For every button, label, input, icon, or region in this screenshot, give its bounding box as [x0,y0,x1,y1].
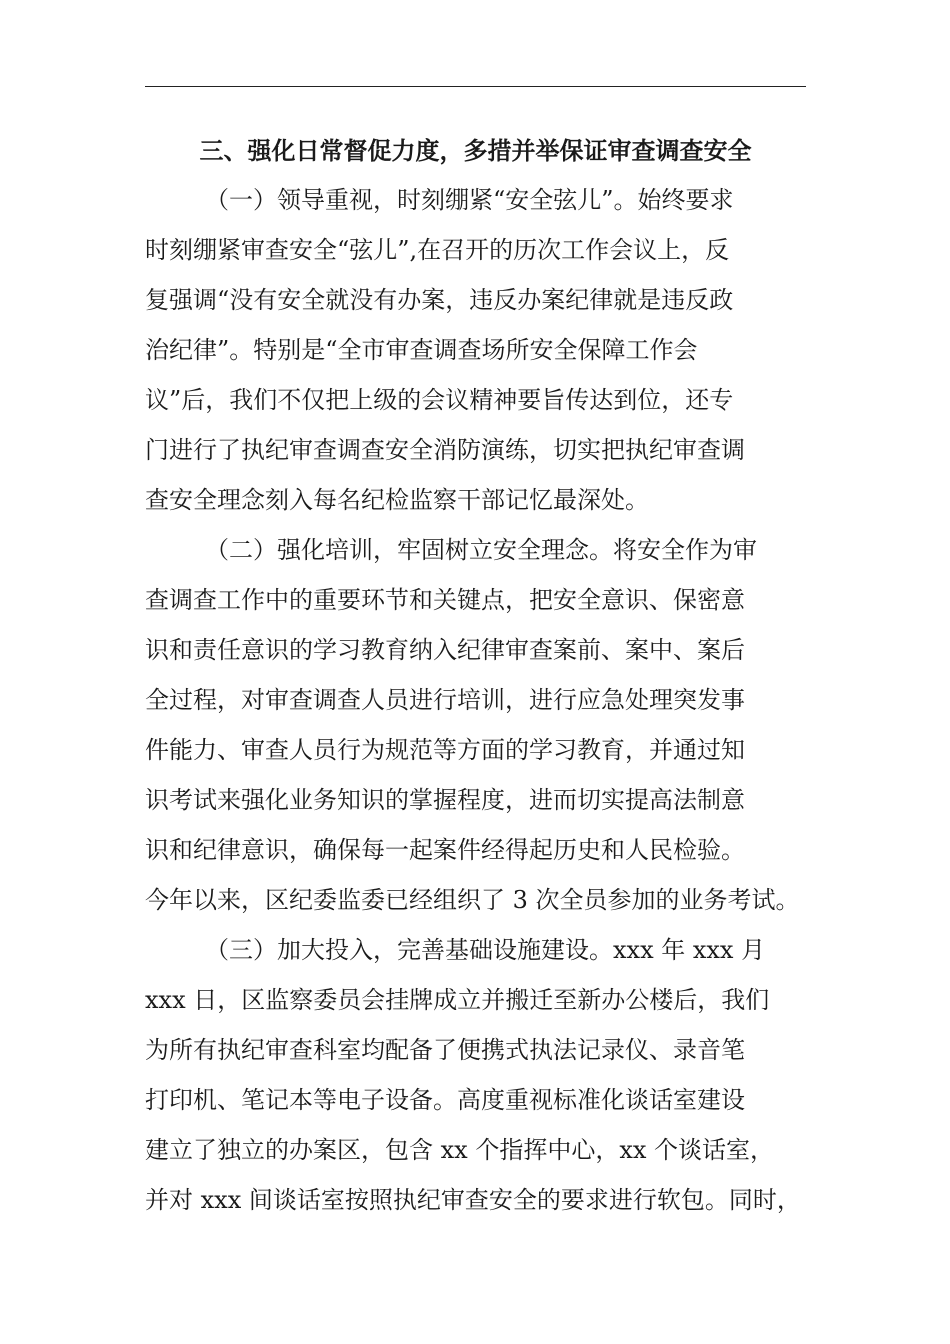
paragraph-2-line-1: （二）强化培训，牢固树立安全理念。将安全作为审 [205,536,757,564]
paragraph-1-line-7: 查安全理念刻入每名纪检监察干部记忆最深处。 [145,486,649,514]
header-rule [145,86,806,87]
paragraph-2-line-3: 识和责任意识的学习教育纳入纪律审查案前、案中、案后 [145,636,745,664]
paragraph-3-line-6: 并对 xxx 间谈话室按照执纪审查安全的要求进行软包。同时， [145,1186,801,1214]
paragraph-2-line-8: 今年以来，区纪委监委已经组织了 3 次全员参加的业务考试。 [145,886,800,914]
paragraph-2-line-5: 件能力、审查人员行为规范等方面的学习教育，并通过知 [145,736,745,764]
paragraph-3-line-1: （三）加大投入，完善基础设施建设。xxx 年 xxx 月 [205,936,766,964]
paragraph-3-line-3: 为所有执纪审查科室均配备了便携式执法记录仪、录音笔 [145,1036,745,1064]
paragraph-1-line-5: 议”后，我们不仅把上级的会议精神要旨传达到位，还专 [145,386,734,414]
paragraph-3-line-5: 建立了独立的办案区，包含 xx 个指挥中心，xx 个谈话室， [145,1136,775,1164]
paragraph-2-line-7: 识和纪律意识，确保每一起案件经得起历史和人民检验。 [145,836,745,864]
paragraph-2-line-2: 查调查工作中的重要环节和关键点，把安全意识、保密意 [145,586,745,614]
paragraph-3-line-2: xxx 日，区监察委员会挂牌成立并搬迁至新办公楼后，我们 [145,986,770,1014]
paragraph-1-line-6: 门进行了执纪审查调查安全消防演练，切实把执纪审查调 [145,436,745,464]
section-heading: 三、强化日常督促力度，多措并举保证审查调查安全 [199,136,752,165]
paragraph-2-line-6: 识考试来强化业务知识的掌握程度，进而切实提高法制意 [145,786,745,814]
paragraph-1-line-1: （一）领导重视，时刻绷紧“安全弦儿”。始终要求 [205,186,734,214]
paragraph-1-line-2: 时刻绷紧审查安全“弦儿”,在召开的历次工作会议上，反 [145,236,730,264]
paragraph-3-line-4: 打印机、笔记本等电子设备。高度重视标准化谈话室建设 [145,1086,745,1114]
paragraph-1-line-3: 复强调“没有安全就没有办案，违反办案纪律就是违反政 [145,286,734,314]
paragraph-2-line-4: 全过程，对审查调查人员进行培训，进行应急处理突发事 [145,686,745,714]
paragraph-1-line-4: 治纪律”。特别是“全市审查调查场所安全保障工作会 [145,336,698,364]
